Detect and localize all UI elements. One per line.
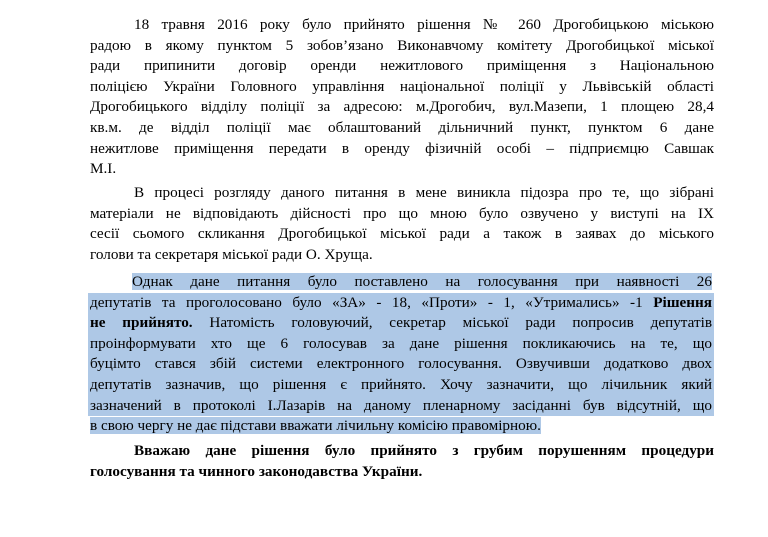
text-line: 18 травня 2016 року було прийнято рішення № 260 Дрогобицькою міською	[134, 16, 714, 33]
paragraph-voting-selected[interactable]	[90, 272, 714, 437]
text-line: Вважаю дане рішення було прийнято з грубим порушенням процедури	[134, 442, 714, 459]
selected-text-line[interactable]: проінформувати хто ще 6 голосував за дане рішення покликаючись на те, що	[88, 334, 714, 355]
text-line: В процесі розгляду даного питання в мене виникла підозра про те, що зібрані	[134, 184, 714, 201]
text-line: голосування та чинного законодавства України.	[90, 462, 423, 480]
text-fragment: Натомість головуючий, секретар міської ради попросив депутатів	[192, 314, 712, 332]
text-line: ради припинити договір оренди нежитлового приміщення з Національною	[90, 57, 714, 75]
paragraph-conclusion	[90, 441, 714, 482]
selected-text-line[interactable]	[88, 293, 714, 314]
selected-text-line[interactable]: зазначений в протоколі І.Лазарів на даному пленарному засіданні був відсутній, що	[88, 396, 714, 417]
selected-text-line[interactable]	[88, 416, 714, 437]
bold-text-fragment: не прийнято.	[90, 314, 193, 332]
text-line: М.І.	[90, 160, 117, 178]
text-selection: Однак дане питання було поставлено на голосування при наявності 26	[132, 273, 712, 290]
text-line: радою в якому пунктом 5 зобов’язано Виконавчому комітету Дрогобицької міської	[90, 36, 714, 54]
selected-text-line[interactable]: депутатів зазначив, що рішення є прийнято. Хочу зазначити, що лічильник який	[88, 375, 714, 396]
text-line: матеріали не відповідають дійсності про що мною було озвучено у виступі на IX	[90, 204, 714, 222]
selected-text-line[interactable]	[88, 313, 714, 334]
text-selection: в свою чергу не дає підстави вважати лічильну комісію правомірною.	[90, 417, 541, 435]
text-line: нежитлове приміщення передати в оренду фізичній особі – підприємцю Савшак	[90, 139, 714, 157]
bold-text-fragment: Рішення	[653, 293, 712, 311]
paragraph-suspicion	[90, 183, 714, 265]
text-line: поліцією України Головного управління національної поліції у Львівській області	[90, 77, 714, 95]
text-line: голови та секретаря міської ради О. Хруща.	[90, 245, 373, 263]
text-line: Дрогобицького відділу поліції за адресою: м.Дрогобич, вул.Мазепи, 1 площею 28,4	[90, 98, 714, 116]
text-line: кв.м. де відділ поліції має облаштований дільничний пункт, пунктом 6 дане	[90, 118, 714, 136]
text-fragment: депутатів та проголосовано було «ЗА» - 18, «Проти» - 1, «Утримались» -1	[90, 293, 654, 311]
selected-text-line[interactable]	[88, 272, 714, 293]
text-line: сесії сьомого скликання Дрогобицької міської ради а також в заявах до міського	[90, 225, 714, 243]
paragraph-decision-260	[90, 15, 714, 180]
selected-text-line[interactable]: буцімто стався збій системи електронного голосування. Озвучивши додатково двох	[88, 354, 714, 375]
